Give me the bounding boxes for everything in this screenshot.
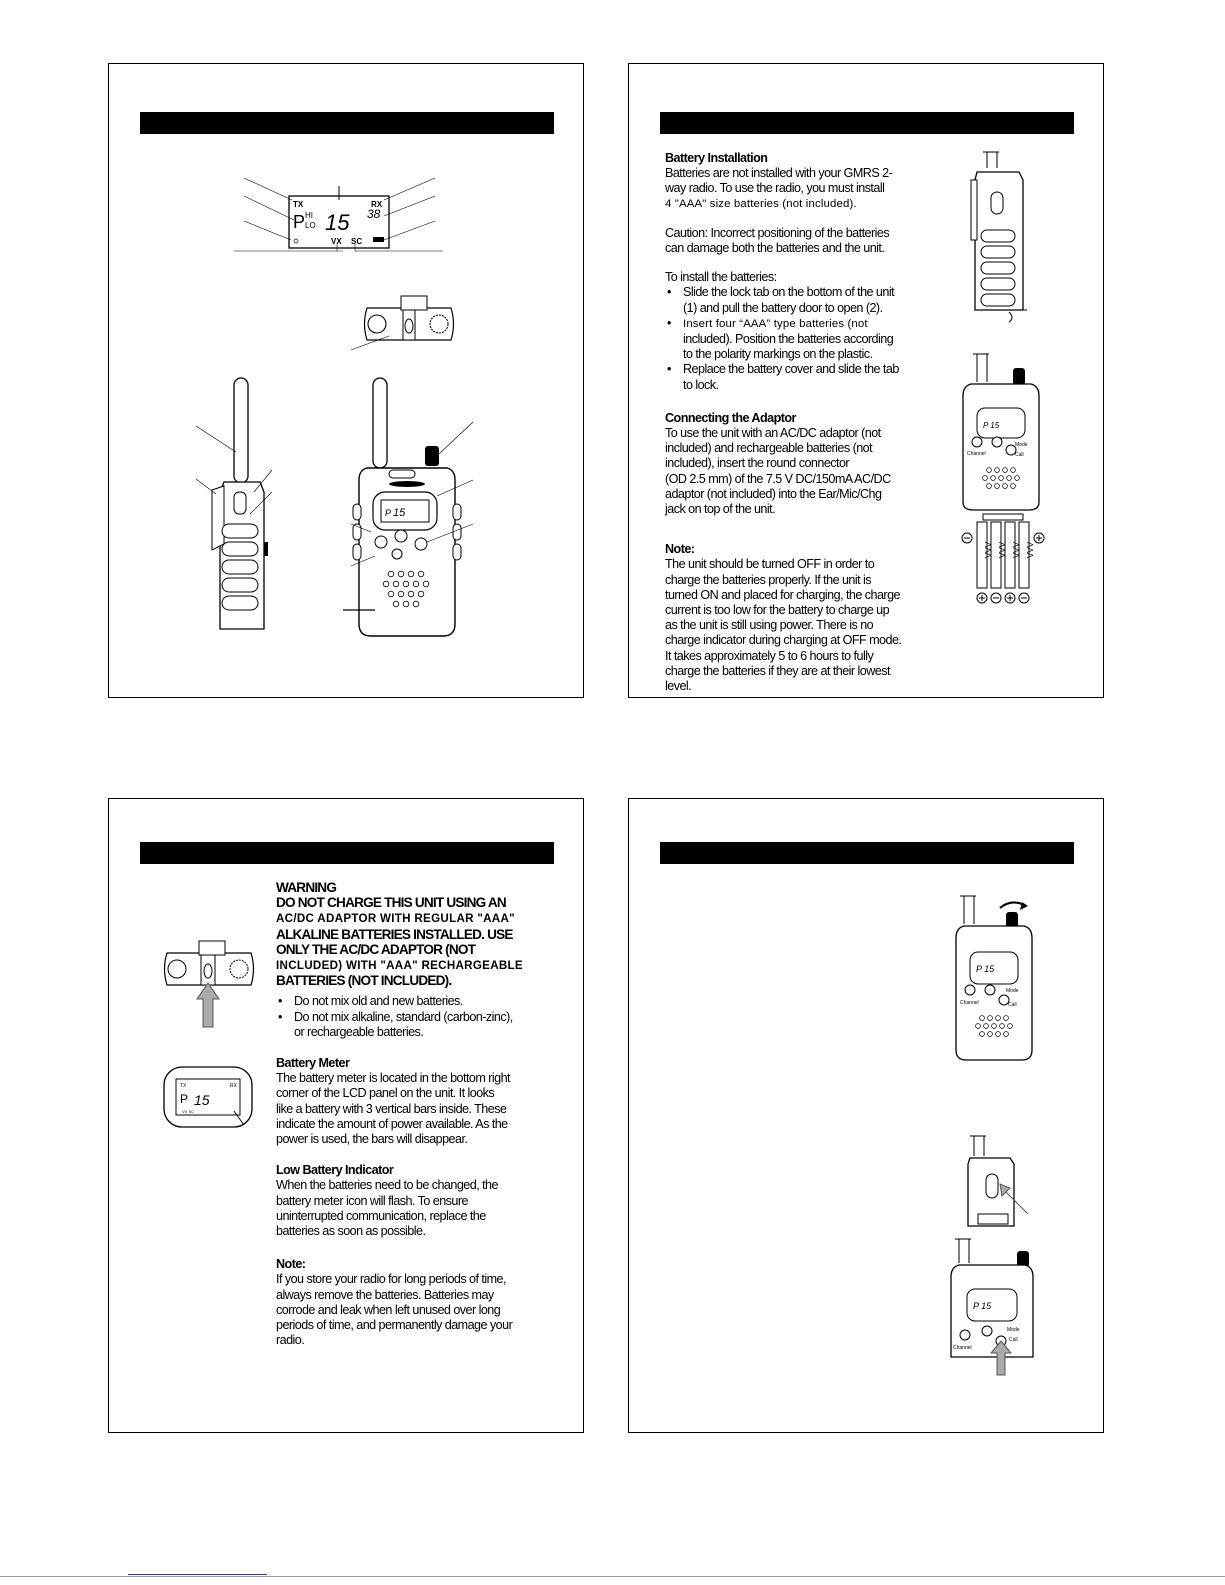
body-line: like a battery with 3 vertical bars inside. These [276,1101,507,1116]
battery-meter-heading: Battery Meter [276,1056,350,1071]
low-battery-heading: Low Battery Indicator [276,1163,394,1178]
battery-mix-list [276,994,566,1040]
lcd-code-digits: 38 [367,207,381,221]
battery-installation-heading: Battery Installation [665,151,768,165]
warning-line: INCLUDED) WITH "AAA" RECHARGEABLE [276,959,523,973]
list-item: • Do not mix alkaline, standard (carbon-zinc), or rechargeable batteries. [276,1010,566,1040]
warning-line: ONLY THE AC/DC ADAPTOR (NOT [276,941,476,957]
battery-installation-text [665,151,955,694]
lcd-sc: SC [351,237,363,246]
list-item: • Slide the lock tab on the bottom of the unit (1) and pull the battery door to open (2). [665,285,955,315]
lcd-battery-meter-diagram [162,1065,257,1131]
body-line: turned ON and placed for charging, the charge [665,587,900,602]
call-label: Call [1009,1337,1018,1343]
list-item: • Replace the battery cover and slide the tab to lock. [665,362,955,392]
channel-label: Channel [967,451,986,457]
body-line: uninterrupted communication, replace the [276,1208,486,1223]
svg-text:P 15: P 15 [973,1301,992,1311]
warning-text-block [276,880,566,1348]
footer-rule [0,1576,1225,1577]
svg-text:15: 15 [393,507,406,519]
steps-title: To install the batteries: [665,270,777,285]
lcd-hi: HI [305,211,313,220]
body-line: charge indicator during charging at OFF mode. [665,633,902,648]
mode-label: Mode [1006,988,1019,994]
body-line: included) and rechargeable batteries (not [665,441,873,456]
lcd-lo: LO [305,221,316,230]
body-line: charge the batteries properly. If the unit is [665,572,872,587]
radio-side-view-diagram [194,374,304,649]
body-line: Batteries are not installed with your GMRS 2- [665,166,893,181]
radio-top-view-diagram [359,294,459,354]
warning-line: DO NOT CHARGE THIS UNIT USING AN [276,895,506,911]
list-item: • Insert four “AAA” type batteries (not included). Position the batteries according to the polarity markings on the plastic. [665,316,955,363]
body-line: The unit should be turned OFF in order to [665,557,875,572]
radio-call-button-diagram [949,1237,1039,1377]
mode-label: Mode [1007,1327,1020,1333]
body-line: 4 "AAA" size batteries (not included). [665,197,857,210]
radio-power-knob-diagram [954,894,1044,1064]
section-header-bar [140,112,554,134]
body-line: batteries as soon as possible. [276,1224,426,1239]
warning-line: AC/DC ADAPTOR WITH REGULAR "AAA" [276,912,515,926]
radio-side-button-diagram [964,1134,1039,1229]
footer-link-underline[interactable] [128,1574,267,1575]
body-line: jack on top of the unit. [665,502,776,517]
body-line: To use the unit with an AC/DC adaptor (not [665,426,881,441]
battery-aaa-label: AAA [983,542,992,559]
mode-label: Mode [1015,442,1028,448]
channel-label: Channel [960,1000,979,1006]
body-line: current is too low for the battery to charge up [665,603,890,618]
list-item: • Do not mix old and new batteries. [276,994,566,1009]
svg-text:RX: RX [230,1083,237,1089]
battery-aaa-label: AAA [997,542,1006,559]
adaptor-heading: Connecting the Adaptor [665,410,796,425]
body-line: radio. [276,1333,305,1348]
body-line: It takes approximately 5 to 6 hours to fully [665,648,874,663]
manual-page-battery-installation [628,63,1104,698]
radio-back-battery-door-diagram [969,150,1039,325]
lcd-tx-label: TX [293,200,304,209]
lcd-power-p: P [293,212,306,232]
body-line: indicate the amount of power available. As the [276,1116,508,1131]
note-heading: Note: [276,1257,306,1272]
channel-label: Channel [953,1345,972,1351]
body-line: When the batteries need to be changed, the [276,1178,498,1193]
body-line: included), insert the round connector [665,456,850,471]
body-line: level. [665,679,692,694]
svg-text:TX: TX [180,1083,187,1089]
caution-line: can damage both the batteries and the unit. [665,241,885,256]
body-line: battery meter icon will flash. To ensure [276,1193,468,1208]
lcd-channel-digits: 15 [325,210,350,235]
radio-top-view-arrow-diagram [159,939,259,1031]
body-line: The battery meter is located in the bottom right [276,1071,510,1086]
svg-text:P: P [180,1092,189,1106]
install-steps-list [665,285,955,392]
svg-text:15: 15 [194,1092,210,1108]
call-label: Call [1015,452,1024,458]
svg-text:P 15: P 15 [976,964,995,974]
battery-aaa-label: AAA [1025,542,1034,559]
warning-heading: WARNING [276,880,337,895]
svg-text:P: P [385,508,392,518]
body-line: corrode and leak when left unused over long [276,1302,501,1317]
radio-front-view-diagram [341,374,481,644]
manual-page-battery-warning [108,798,584,1433]
note-heading: Note: [665,542,695,557]
lcd-rx-label: RX [371,200,383,209]
body-line: adaptor (not included) into the Ear/Mic/Chg [665,486,882,501]
manual-page-operation [628,798,1104,1433]
body-line: power is used, the bars will disappear. [276,1132,468,1147]
section-header-bar [140,842,554,864]
call-label: Call [1008,1002,1017,1008]
svg-text:VX SC: VX SC [182,1109,195,1114]
warning-line: ALKALINE BATTERIES INSTALLED. USE [276,926,513,942]
body-line: (OD 2.5 mm) of the 7.5 V DC/150mA AC/DC [665,471,891,486]
body-line: way radio. To use the radio, you must install [665,181,885,196]
body-line: periods of time, and permanently damage your [276,1318,513,1333]
svg-text:P 15: P 15 [983,421,1000,430]
manual-page-controls [108,63,584,698]
body-line: charge the batteries if they are at their lowest [665,663,890,678]
lcd-battery-icon [373,237,384,242]
body-line: corner of the LCD panel on the unit. It looks [276,1086,495,1101]
lcd-display-diagram [239,176,459,262]
section-header-bar [660,842,1074,864]
radio-battery-compartment-diagram [959,352,1064,612]
lcd-vx: VX [331,237,342,246]
body-line: as the unit is still using power. There is no [665,618,874,633]
battery-aaa-label: AAA [1011,542,1020,559]
body-line: If you store your radio for long periods of time, [276,1272,506,1287]
body-line: always remove the batteries. Batteries may [276,1287,494,1302]
warning-line: BATTERIES (NOT INCLUDED). [276,973,452,989]
caution-line: Caution: Incorrect positioning of the batteries [665,225,890,240]
section-header-bar [660,112,1074,134]
